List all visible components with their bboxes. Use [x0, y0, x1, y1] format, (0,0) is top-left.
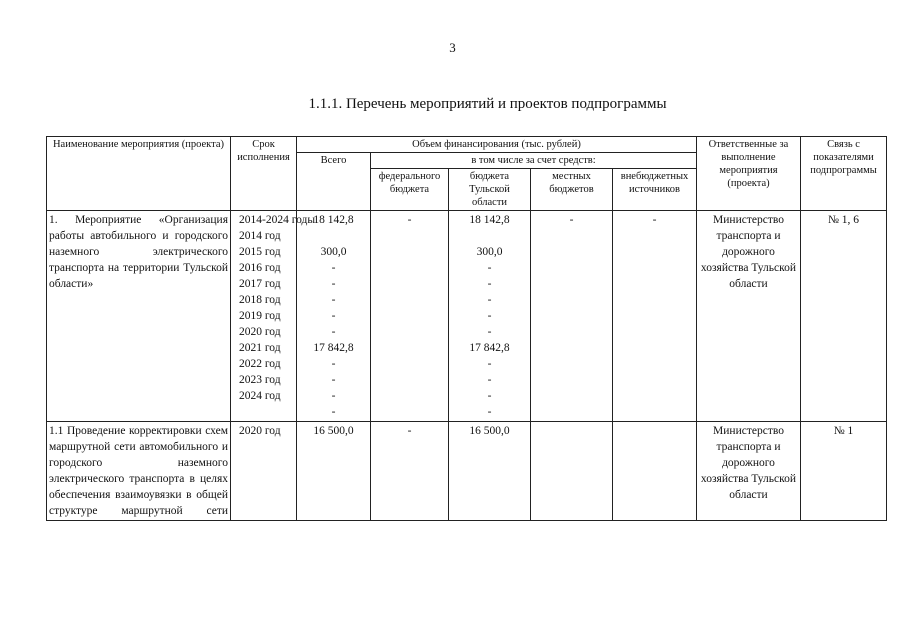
term-item: 2014 год [239, 230, 281, 242]
header-total: Всего [297, 153, 371, 211]
local-value [531, 422, 613, 521]
regional-value: - [487, 326, 492, 338]
term-item: 2014-2024 годы [239, 214, 316, 226]
header-including: в том числе за счет средств: [371, 153, 697, 169]
table-row [47, 422, 887, 521]
total-value: - [331, 294, 336, 306]
regional-value: - [487, 390, 492, 402]
table-row [47, 211, 887, 422]
header-local: местных бюджетов [531, 169, 613, 211]
responsible-party: Министерство транспорта и дорожного хозяйства Тульской области [697, 211, 801, 422]
term-item: 2020 год [231, 422, 297, 521]
regional-values [449, 211, 531, 422]
total-value: - [331, 358, 336, 370]
indicator-link: № 1, 6 [801, 211, 887, 422]
term-item: 2022 год [239, 358, 281, 370]
indicator-link: № 1 [801, 422, 887, 521]
header-term: Срок исполнения [231, 137, 297, 211]
total-values [297, 211, 371, 422]
header-funding: Объем финансирования (тыс. рублей) [297, 137, 697, 153]
regional-value [451, 228, 528, 244]
regional-value: - [487, 278, 492, 290]
regional-value: 17 842,8 [469, 342, 510, 354]
page-number: 3 [449, 40, 456, 55]
term-item: 2024 год [239, 390, 281, 402]
term-item: 2018 год [239, 294, 281, 306]
term-item: 2020 год [239, 326, 281, 338]
term-item: 2016 год [239, 262, 281, 274]
measure-name: 1.1 Проведение корректировки схем маршрутной сети автомобильного и городского наземного электрического транспорта в целях обеспечения взаимоувязки в общей структуре маршрутной сети [47, 422, 231, 521]
total-value: - [331, 374, 336, 386]
regional-value: 300,0 [476, 246, 503, 258]
measures-table [46, 136, 887, 521]
regional-value: 16 500,0 [449, 422, 531, 521]
regional-value: - [487, 310, 492, 322]
total-value: - [331, 390, 336, 402]
total-value: - [331, 262, 336, 274]
term-item: 2015 год [239, 246, 281, 258]
regional-value: - [487, 374, 492, 386]
total-value [299, 228, 368, 244]
regional-value: - [487, 358, 492, 370]
header-link: Связь с показателями подпрограммы [801, 137, 887, 211]
total-value: - [331, 310, 336, 322]
total-value: - [331, 326, 336, 338]
total-value: 300,0 [320, 246, 347, 258]
local-value: - [531, 211, 613, 422]
total-value: 16 500,0 [297, 422, 371, 521]
regional-value: - [487, 406, 492, 418]
total-value: - [331, 406, 336, 418]
term-list [231, 211, 316, 422]
term-item: 2019 год [239, 310, 281, 322]
term-item: 2017 год [239, 278, 281, 290]
header-responsible: Ответственные за выполнение мероприятия (проекта) [697, 137, 801, 211]
extrabudget-value [613, 422, 697, 521]
extrabudget-value: - [613, 211, 697, 422]
term-item: 2021 год [239, 342, 281, 354]
term-item: 2023 год [239, 374, 281, 386]
measure-name: 1. Мероприятие «Организация работы автобильного и городского наземного электрического транспорта на территории Тульской области» [47, 211, 231, 422]
header-federal: федерального бюджета [371, 169, 449, 211]
total-value: 18 142,8 [313, 214, 354, 226]
header-extrabudget: внебюджетных источников [613, 169, 697, 211]
header-regional: бюджета Тульской области [449, 169, 531, 211]
total-value: 17 842,8 [313, 342, 354, 354]
regional-value: - [487, 262, 492, 274]
federal-value: - [371, 211, 449, 422]
responsible-party: Министерство транспорта и дорожного хозяйства Тульской области [697, 422, 801, 521]
regional-value: - [487, 294, 492, 306]
document-title: 1.1.1. Перечень мероприятий и проектов подпрограммы [308, 96, 667, 112]
regional-value: 18 142,8 [469, 214, 510, 226]
total-value: - [331, 278, 336, 290]
header-name: Наименование мероприятия (проекта) [47, 137, 231, 211]
federal-value: - [371, 422, 449, 521]
